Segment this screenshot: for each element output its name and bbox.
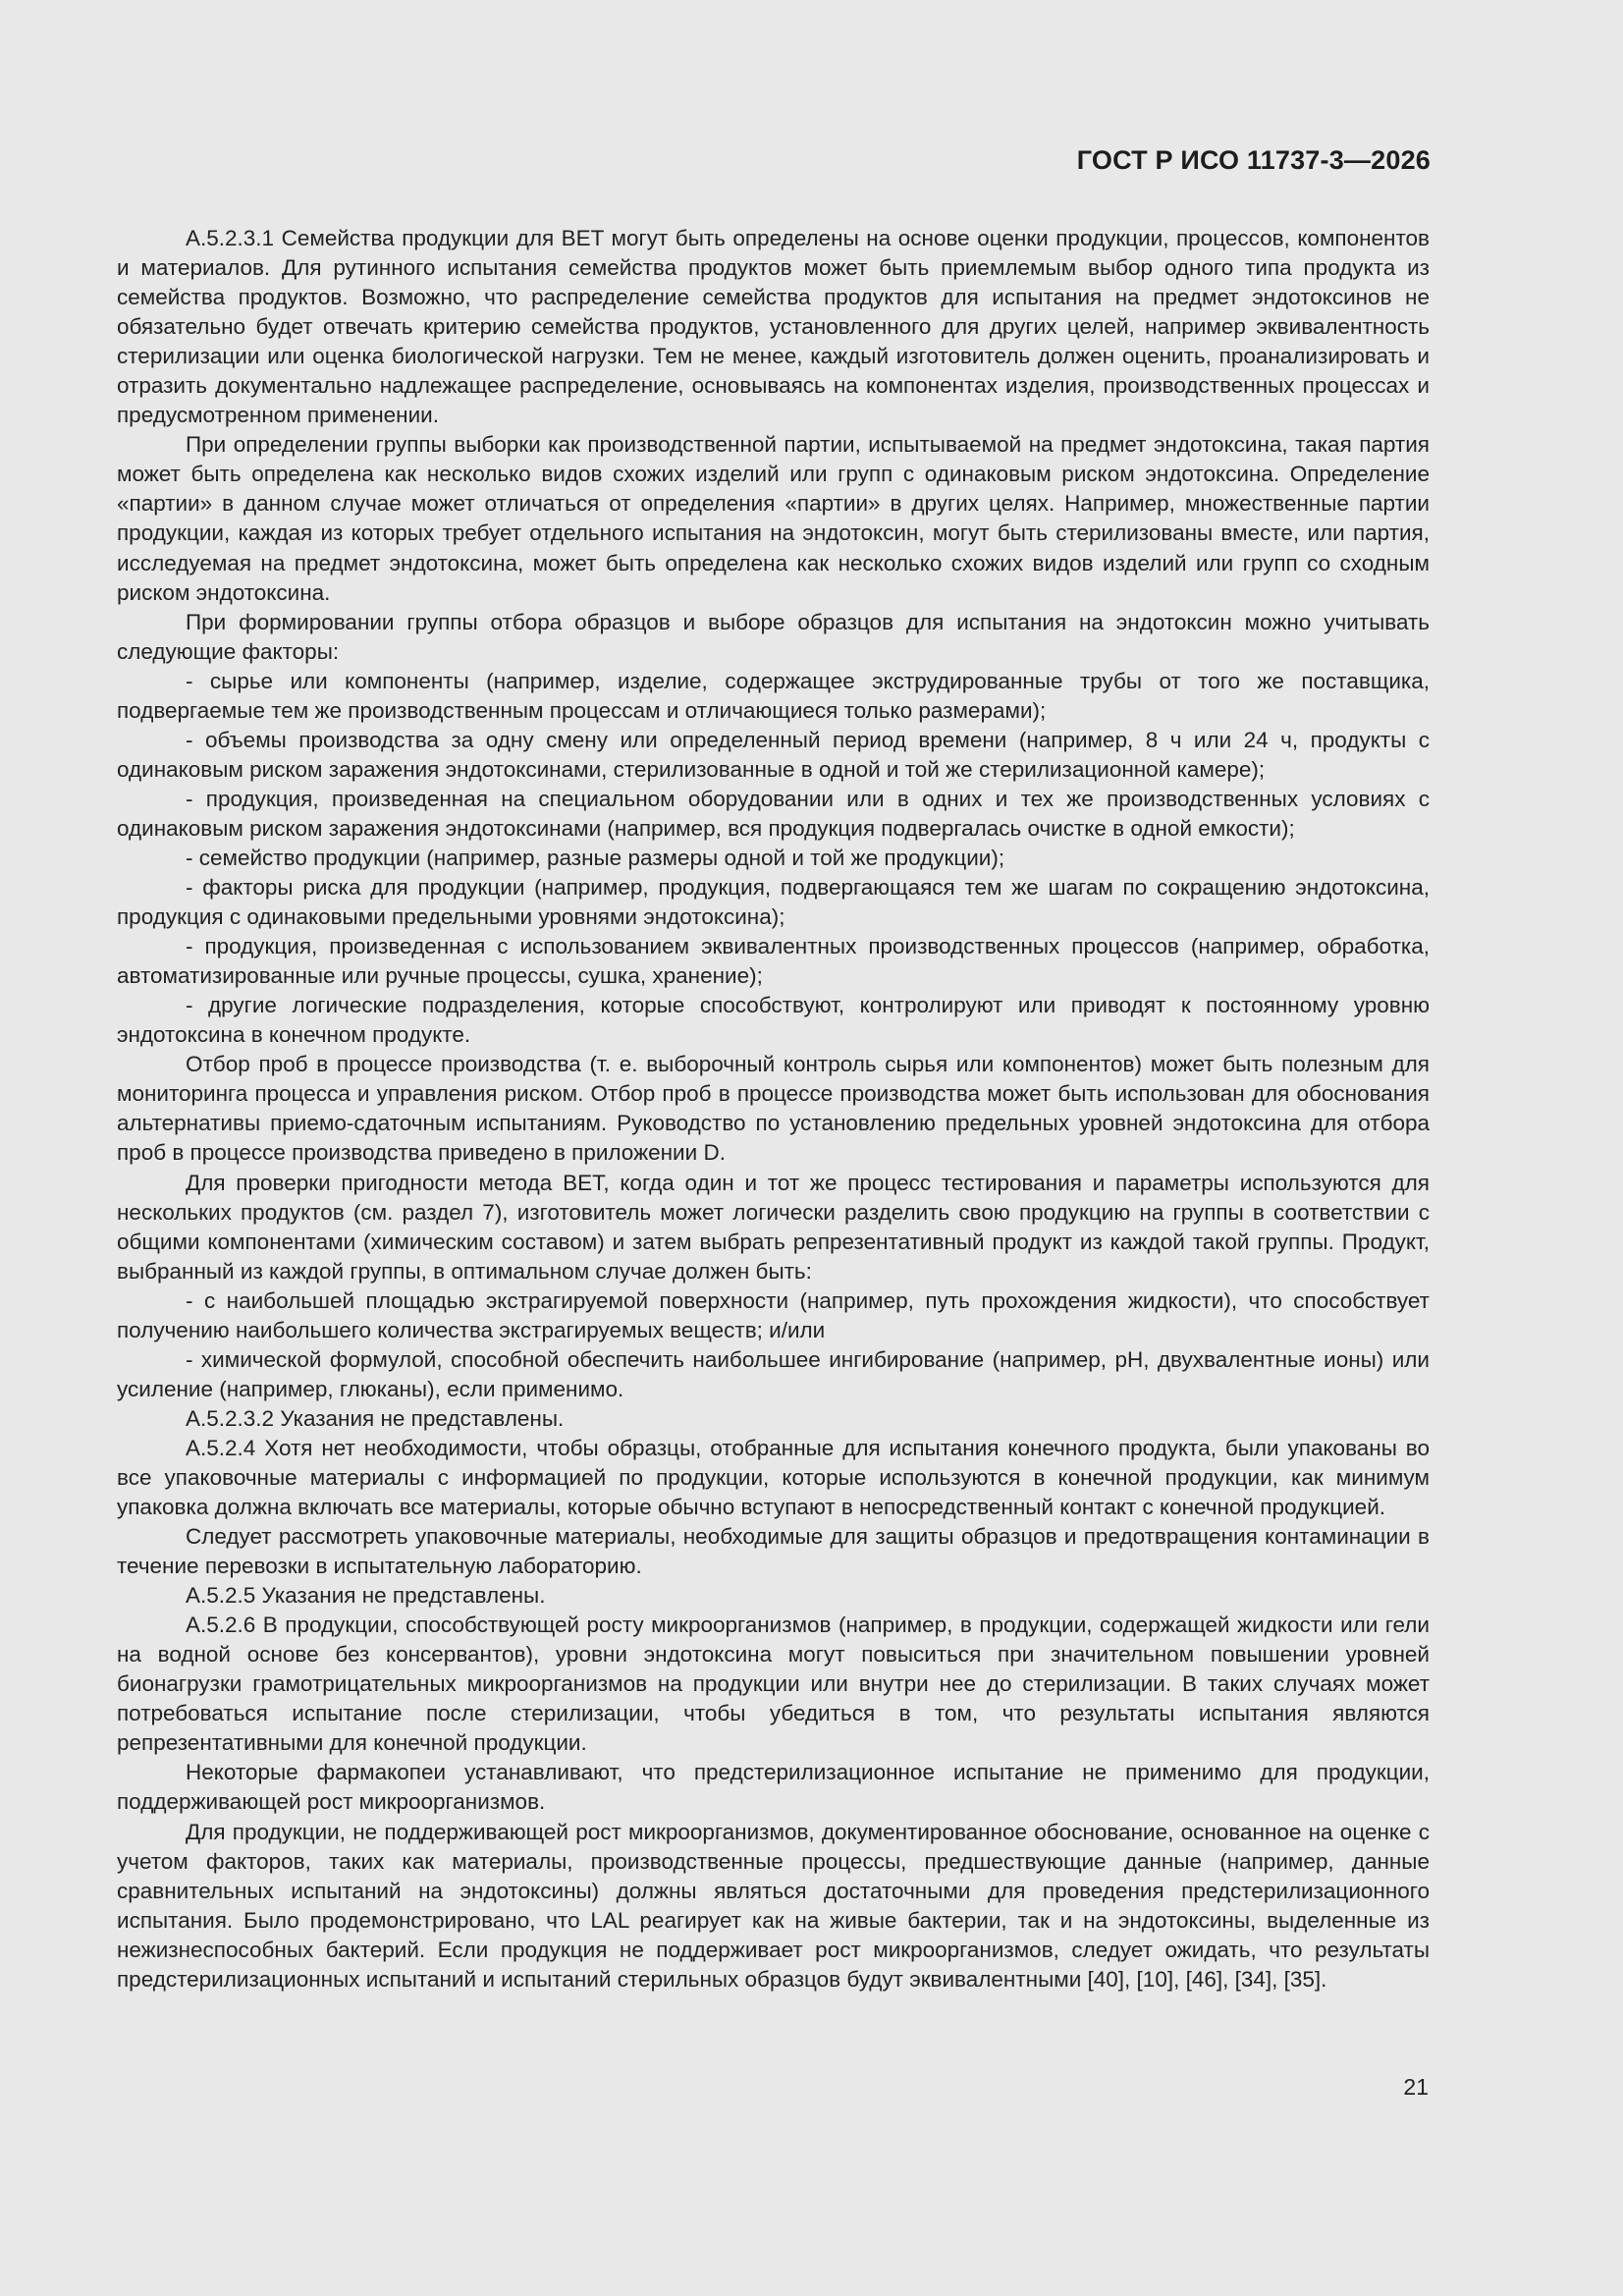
list-item-product-family: - семейство продукции (например, разные размеры одной и той же продукции); xyxy=(186,845,1005,870)
paragraph-packaging: Следует рассмотреть упаковочные материалы, необходимые для защиты образцов и предотвращения контаминации в течение перевозки в испытательную лабораторию. xyxy=(117,1524,1430,1579)
paragraph-pharmacopoeias: Некоторые фармакопеи устанавливают, что предстерилизационное испытание не применимо для продукции, поддерживающей рост микроорганизмов. xyxy=(117,1760,1430,1815)
page-number: 21 xyxy=(1403,2074,1429,2100)
paragraph-factors-intro: При формировании группы отбора образцов и выборе образцов для испытания на эндотоксин можно учитывать следующие факторы: xyxy=(117,609,1430,664)
list-item-raw-materials: - сырье или компоненты (например, изделие, содержащее экструдированные трубы от того же поставщика, подвергаемые тем же производственным процессам и отличающиеся только размерами); xyxy=(117,668,1430,723)
paragraph-in-process-sampling: Отбор проб в процессе производства (т. е. выборочный контроль сырья или компонентов) может быть полезным для мониторинга процесса и управления риском. Отбор проб в процессе производства может быть использован для обоснования альтернативы приемо-сдаточным испытаниям. Руководство по установлению предельных уровней эндотоксина для отбора проб в процессе производства приведено в приложении D. xyxy=(117,1052,1430,1166)
list-item-equivalent-processes: - продукция, произведенная с использованием эквивалентных производственных процессов (например, обработка, автоматизированные или ручные процессы, сушка, хранение); xyxy=(117,934,1430,989)
paragraph-a525: А.5.2.5 Указания не представлены. xyxy=(186,1583,546,1609)
list-item-logical-subdivisions: - другие логические подразделения, которые способствуют, контролируют или приводят к постоянному уровню эндотоксина в конечном продукте. xyxy=(117,993,1430,1048)
list-item-special-equipment: - продукция, произведенная на специальном оборудовании или в одних и тех же производственных условиях с одинаковым риском заражения эндотоксинами (например, вся продукция подвергалась очистке в одной емкости); xyxy=(117,786,1430,841)
paragraph-a5231: А.5.2.3.1 Семейства продукции для BET могут быть определены на основе оценки продукции, процессов, компонентов и материалов. Для рутинного испытания семейства продуктов может быть приемлемым выбор одного типа продукта из семейства продуктов. Возможно, что распределение семейства продуктов для испытания на предмет эндотоксинов не обязательно будет отвечать критерию семейства продуктов, установленного для других целей, например эквивалентность стерилизации или оценка биологической нагрузки. Тем не менее, каждый изготовитель должен оценить, проанализировать и отразить документально надлежащее распределение, основываясь на компонентах изделия, производственных процессах и предусмотренном применении. xyxy=(117,226,1430,428)
list-item-chemical-formula: - химической формулой, способной обеспечить наибольшее ингибирование (например, pH, двухвалентные ионы) или усиление (например, глюканы), если применимо. xyxy=(117,1346,1430,1401)
list-item-risk-factors: - факторы риска для продукции (например, продукция, подвергающаяся тем же шагам по сокращению эндотоксина, продукция с одинаковыми предельными уровнями эндотоксина); xyxy=(117,875,1430,930)
list-item-surface-area: - с наибольшей площадью экстрагируемой поверхности (например, путь прохождения жидкости), что способствует получению наибольшего количества экстрагируемых веществ; и/или xyxy=(117,1287,1430,1342)
paragraph-bet-suitability: Для проверки пригодности метода BET, когда один и тот же процесс тестирования и параметры используются для нескольких продуктов (см. раздел 7), изготовитель может логически разделить свою продукцию на группы в соответствии с общими компонентами (химическим составом) и затем выбрать репрезентативный продукт из каждой такой группы. Продукт, выбранный из каждой группы, в оптимальном случае должен быть: xyxy=(117,1170,1430,1284)
paragraph-sampling-batch: При определении группы выборки как производственной партии, испытываемой на предмет эндотоксина, такая партия может быть определена как несколько видов схожих изделий или групп с одинаковым риском эндотоксина. Определение «партии» в данном случае может отличаться от определения «партии» в других целях. Например, множественные партии продукции, каждая из которых требует отдельного испытания на эндотоксин, могут быть стерилизованы вместе, или партия, исследуемая на предмет эндотоксина, может быть определена как несколько схожих видов изделий или групп со сходным риском эндотоксина. xyxy=(117,432,1430,605)
list-item-production-volume: - объемы производства за одну смену или определенный период времени (например, 8 ч или 24 ч, продукты с одинаковым риском заражения эндотоксинами, стерилизованные в одной и той же стерилизационной камере); xyxy=(117,727,1430,782)
document-body xyxy=(117,224,1430,1995)
paragraph-non-growth-products: Для продукции, не поддерживающей рост микроорганизмов, документированное обоснование, основанное на оценке с учетом факторов, таких как материалы, производственные процессы, предшествующие данные (например, данные сравнительных испытаний на эндотоксины) должны являться достаточными для проведения предстерилизационного испытания. Было продемонстрировано, что LAL реагирует как на живые бактерии, так и на эндотоксины, выделенные из нежизнеспособных бактерий. Если продукция не поддерживает рост микроорганизмов, следует ожидать, что результаты предстерилизационных испытаний и испытаний стерильных образцов будут эквивалентными [40], [10], [46], [34], [35]. xyxy=(117,1819,1430,1992)
paragraph-a5232: А.5.2.3.2 Указания не представлены. xyxy=(186,1405,565,1431)
paragraph-a524: А.5.2.4 Хотя нет необходимости, чтобы образцы, отобранные для испытания конечного продукта, были упакованы во все упаковочные материалы с информацией по продукции, которые используются в конечной продукции, как минимум упаковка должна включать все материалы, которые обычно вступают в непосредственный контакт с конечной продукцией. xyxy=(117,1435,1430,1520)
paragraph-a526: А.5.2.6 В продукции, способствующей росту микроорганизмов (например, в продукции, содержащей жидкости или гели на водной основе без консервантов), уровни эндотоксина могут повыситься при значительном повышении уровней бионагрузки грамотрицательных микроорганизмов на продукции или внутри нее до стерилизации. В таких случаях может потребоваться испытание после стерилизации, чтобы убедиться в том, что результаты испытания являются репрезентативными для конечной продукции. xyxy=(117,1613,1430,1756)
standard-code-header: ГОСТ Р ИСО 11737-3—2026 xyxy=(1076,145,1431,175)
